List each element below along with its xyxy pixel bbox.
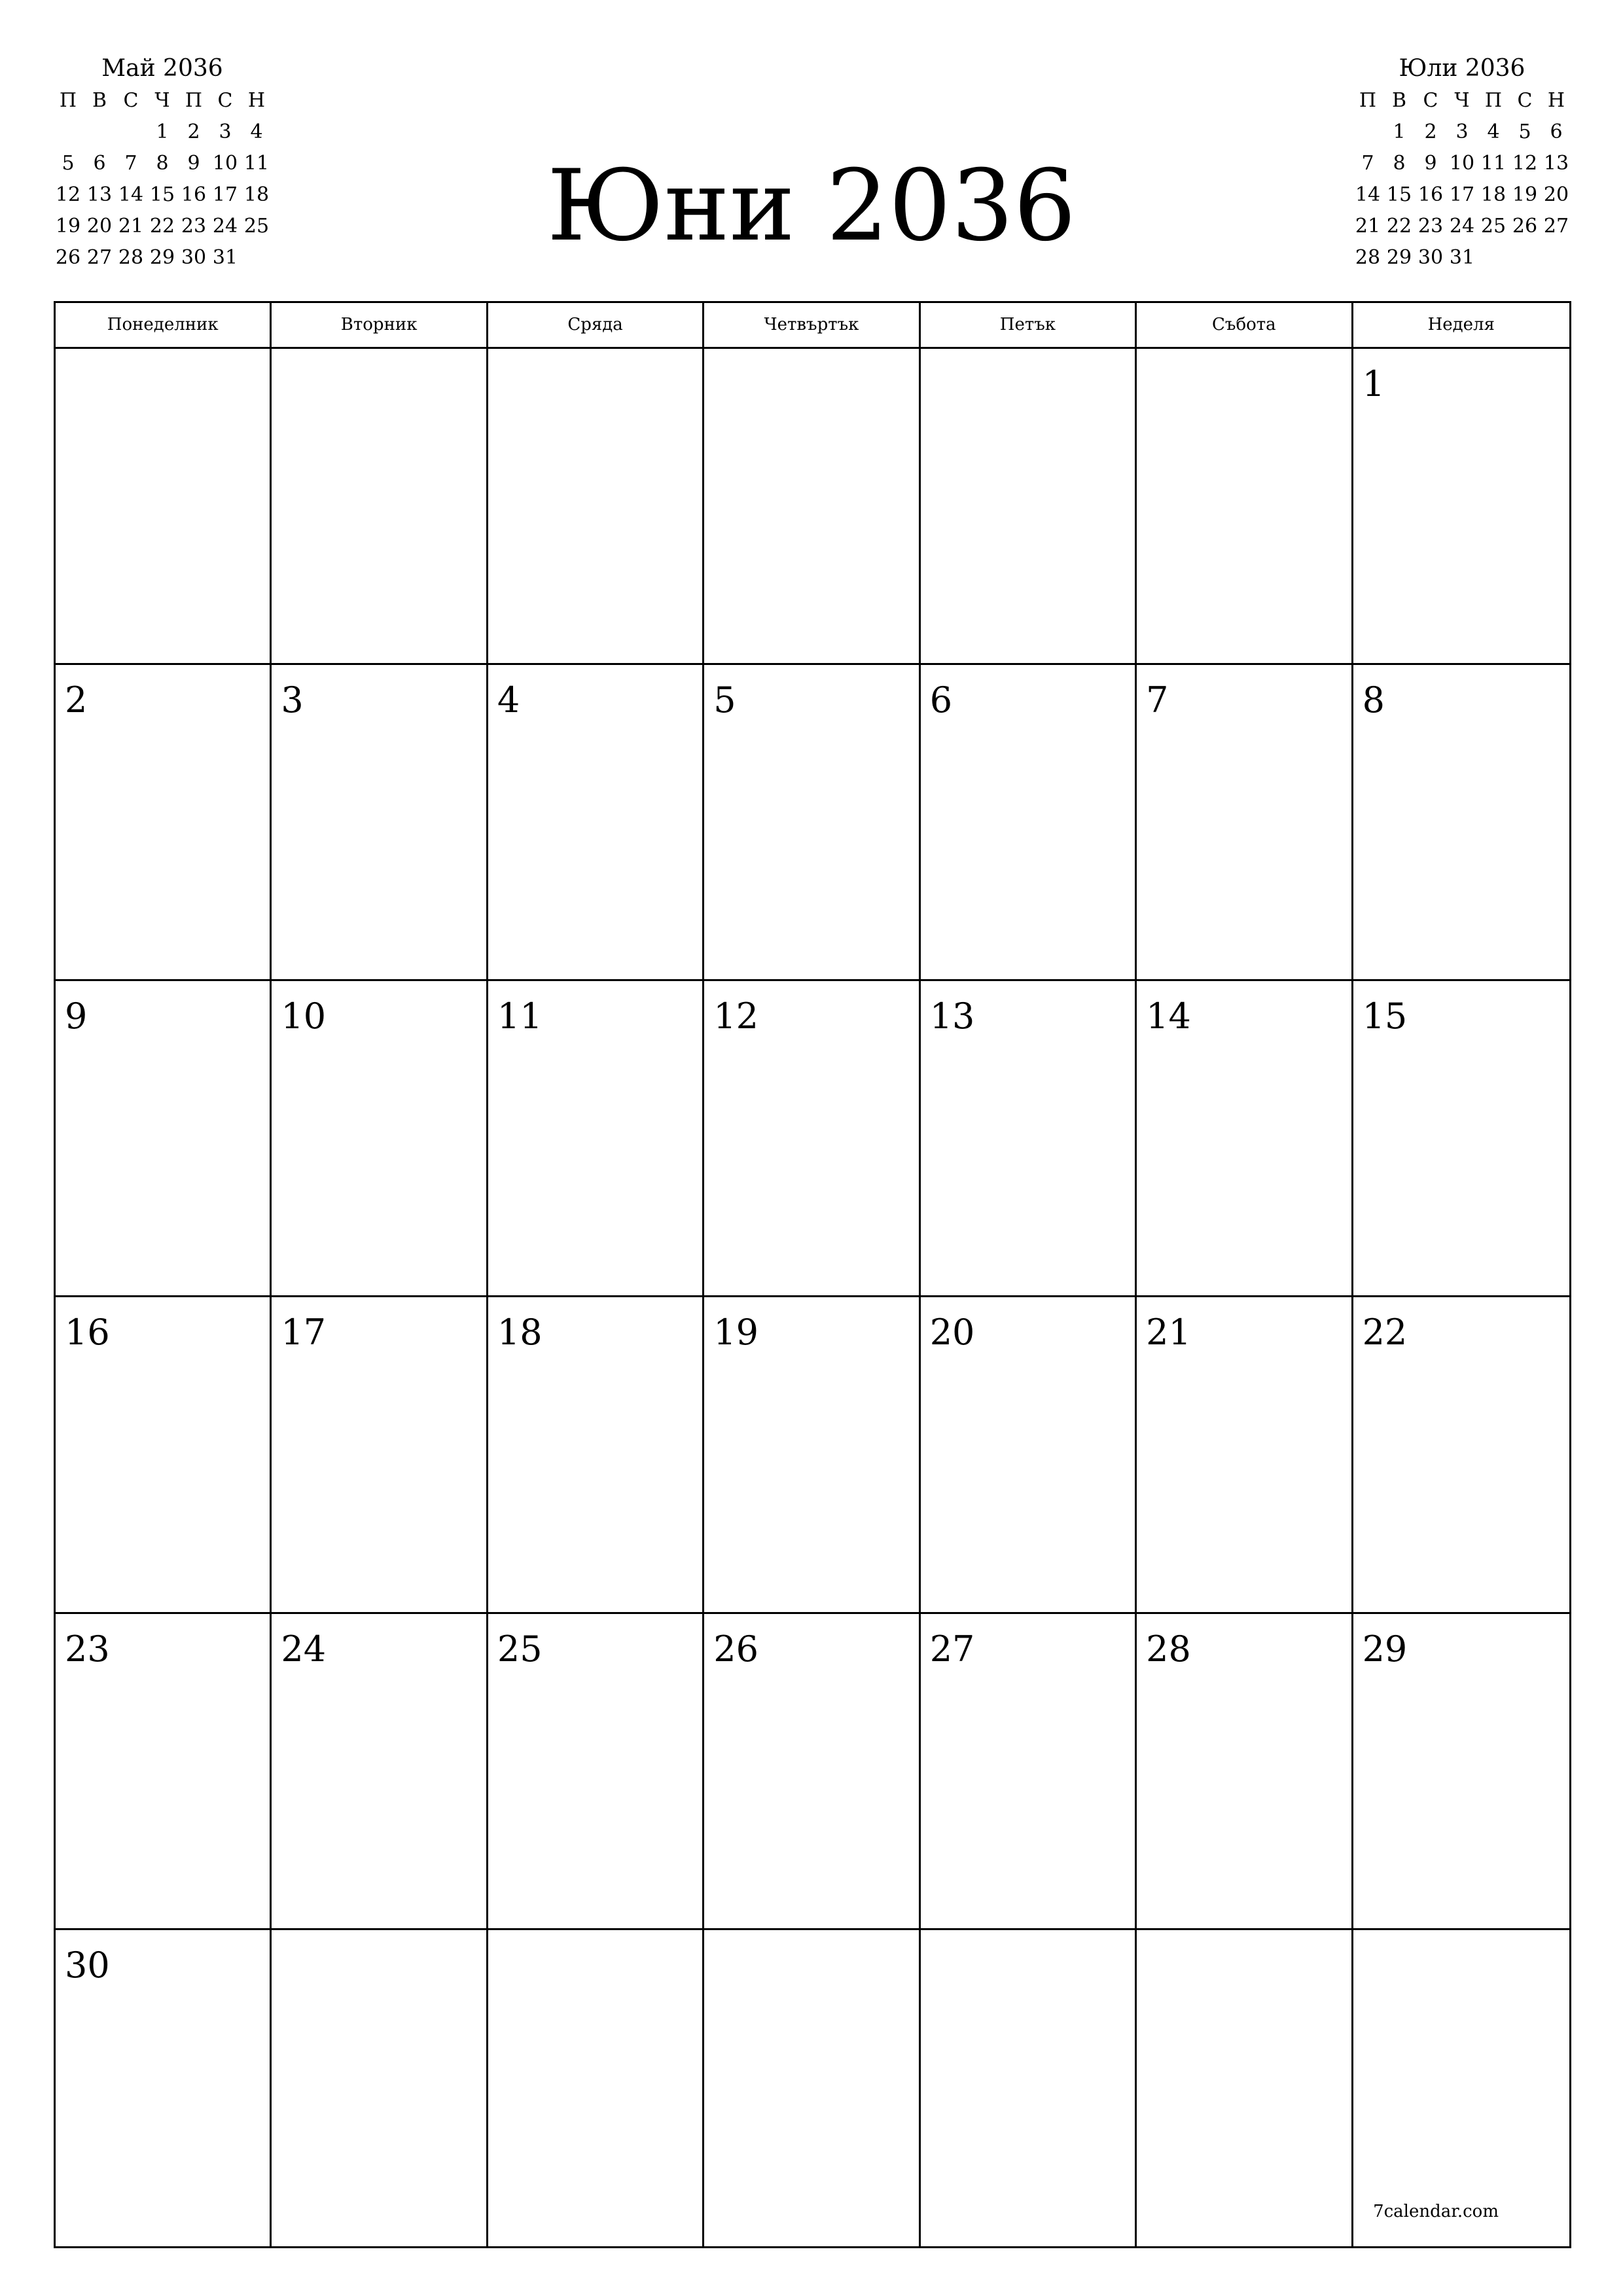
- day-number: 1: [1362, 363, 1385, 404]
- day-cell: [1137, 981, 1353, 1297]
- mini-day: 18: [1480, 183, 1507, 206]
- mini-day: 4: [250, 120, 263, 143]
- day-cell: [272, 1297, 488, 1613]
- day-number: 22: [1362, 1312, 1408, 1354]
- mini-day: 13: [86, 183, 113, 206]
- day-cell: [1137, 1297, 1353, 1613]
- day-cell: [488, 349, 704, 665]
- day-cell: [488, 981, 704, 1297]
- day-cell: [921, 1614, 1137, 1930]
- mini-weekday-label: Ч: [154, 89, 170, 112]
- day-number: 29: [1362, 1628, 1408, 1670]
- mini-day: 11: [1480, 152, 1507, 175]
- mini-day: 2: [187, 120, 200, 143]
- day-cell: [921, 665, 1137, 981]
- day-cell: [1137, 1930, 1353, 2246]
- day-number: 2: [65, 679, 88, 721]
- day-cell: [56, 1297, 272, 1613]
- mini-day: 24: [212, 215, 238, 238]
- mini-day: 4: [1487, 120, 1500, 143]
- mini-day: 29: [1386, 246, 1412, 269]
- day-cell: [272, 1614, 488, 1930]
- mini-day: 31: [1449, 246, 1475, 269]
- mini-day: 5: [1518, 120, 1531, 143]
- day-cell: [1353, 1297, 1569, 1613]
- mini-day: 20: [86, 215, 113, 238]
- day-cell: [921, 981, 1137, 1297]
- day-cell: [488, 1297, 704, 1613]
- mini-day: 13: [1543, 152, 1569, 175]
- mini-day: 17: [212, 183, 238, 206]
- mini-calendar-title: Май 2036: [101, 55, 223, 82]
- day-number: 8: [1362, 679, 1385, 721]
- weekday-header: Петък: [921, 303, 1137, 349]
- mini-day: 9: [187, 152, 200, 175]
- day-number: 11: [497, 996, 543, 1037]
- day-cell: [1137, 349, 1353, 665]
- mini-day: 29: [149, 246, 175, 269]
- mini-day: 6: [1550, 120, 1563, 143]
- mini-day: 31: [212, 246, 238, 269]
- mini-day: 3: [1455, 120, 1469, 143]
- mini-weekday-label: С: [123, 89, 139, 112]
- mini-day: 10: [1449, 152, 1475, 175]
- day-number: 27: [929, 1628, 975, 1670]
- mini-day: 30: [181, 246, 207, 269]
- day-cell: [488, 665, 704, 981]
- day-number: 19: [713, 1312, 758, 1354]
- mini-day: 5: [62, 152, 75, 175]
- mini-day: 2: [1424, 120, 1437, 143]
- day-cell: [56, 1930, 272, 2246]
- mini-day: 26: [1512, 215, 1538, 238]
- weekday-header: Вторник: [272, 303, 488, 349]
- day-number: 9: [65, 996, 88, 1037]
- mini-day: 10: [212, 152, 238, 175]
- day-number: 17: [281, 1312, 327, 1354]
- day-number: 7: [1146, 679, 1169, 721]
- day-number: 24: [281, 1628, 327, 1670]
- mini-weekday-label: В: [1391, 89, 1407, 112]
- day-cell: [1353, 1614, 1569, 1930]
- month-grid: [54, 301, 1571, 2248]
- mini-weekday-label: С: [217, 89, 233, 112]
- mini-weekday-label: П: [59, 89, 77, 112]
- day-cell: [704, 1930, 920, 2246]
- mini-day: 30: [1418, 246, 1444, 269]
- day-cell: [488, 1930, 704, 2246]
- mini-day: 19: [55, 215, 81, 238]
- mini-day: 26: [55, 246, 81, 269]
- mini-day: 25: [1480, 215, 1507, 238]
- day-number: 21: [1146, 1312, 1191, 1354]
- mini-day: 15: [1386, 183, 1412, 206]
- day-number: 20: [929, 1312, 975, 1354]
- day-number: 12: [713, 996, 758, 1037]
- day-cell: [704, 1614, 920, 1930]
- day-cell: [921, 349, 1137, 665]
- day-number: 4: [497, 679, 520, 721]
- day-number: 15: [1362, 996, 1408, 1037]
- mini-day: 21: [118, 215, 144, 238]
- mini-day: 1: [1393, 120, 1406, 143]
- day-cell: [1137, 1614, 1353, 1930]
- day-cell: [272, 1930, 488, 2246]
- day-number: 28: [1146, 1628, 1191, 1670]
- mini-day: 7: [124, 152, 137, 175]
- day-number: 16: [65, 1312, 110, 1354]
- mini-day: [1478, 242, 1509, 274]
- day-cell: [56, 1614, 272, 1930]
- day-cell: [56, 349, 272, 665]
- mini-day: 3: [219, 120, 232, 143]
- day-cell: [272, 349, 488, 665]
- mini-day: 1: [156, 120, 169, 143]
- mini-day: 7: [1361, 152, 1374, 175]
- day-number: 26: [713, 1628, 758, 1670]
- mini-day: 25: [243, 215, 270, 238]
- mini-day: 19: [1512, 183, 1538, 206]
- mini-day: 14: [1355, 183, 1381, 206]
- mini-day: 28: [118, 246, 144, 269]
- day-cell: [1353, 349, 1569, 665]
- day-number: 3: [281, 679, 304, 721]
- day-cell: [1353, 1930, 1569, 2246]
- mini-day: [1352, 117, 1383, 148]
- mini-calendar-title: Юли 2036: [1399, 55, 1525, 82]
- page-title: Юни 2036: [546, 149, 1077, 263]
- mini-day: 9: [1424, 152, 1437, 175]
- day-cell: [704, 349, 920, 665]
- mini-day: 21: [1355, 215, 1381, 238]
- mini-weekday-label: Н: [247, 89, 266, 112]
- day-cell: [704, 1297, 920, 1613]
- mini-day: 27: [86, 246, 113, 269]
- mini-calendar-grid: [1352, 85, 1572, 274]
- mini-day: 22: [149, 215, 175, 238]
- mini-weekday-label: В: [92, 89, 107, 112]
- day-cell: [921, 1930, 1137, 2246]
- mini-day: 24: [1449, 215, 1475, 238]
- mini-day: 12: [1512, 152, 1538, 175]
- day-number: 30: [65, 1944, 110, 1986]
- day-cell: [56, 665, 272, 981]
- day-cell: [704, 981, 920, 1297]
- weekday-header: Сряда: [488, 303, 704, 349]
- day-cell: [272, 665, 488, 981]
- mini-weekday-label: С: [1517, 89, 1533, 112]
- mini-day: 6: [93, 152, 106, 175]
- mini-day: 14: [118, 183, 144, 206]
- day-cell: [1137, 665, 1353, 981]
- weekday-header: Четвъртък: [704, 303, 920, 349]
- mini-day: 18: [243, 183, 270, 206]
- mini-weekday-label: П: [185, 89, 203, 112]
- mini-weekday-label: П: [1484, 89, 1503, 112]
- day-cell: [488, 1614, 704, 1930]
- mini-day: [1541, 242, 1572, 274]
- mini-day: 16: [181, 183, 207, 206]
- mini-weekday-label: Ч: [1454, 89, 1470, 112]
- day-cell: [1353, 981, 1569, 1297]
- day-number: 5: [713, 679, 736, 721]
- mini-day: 11: [243, 152, 270, 175]
- weekday-header: Неделя: [1353, 303, 1569, 349]
- day-number: 10: [281, 996, 327, 1037]
- mini-day: [1509, 242, 1541, 274]
- watermark: 7calendar.com: [1373, 2201, 1499, 2221]
- day-number: 13: [929, 996, 975, 1037]
- day-cell: [56, 981, 272, 1297]
- mini-day: 27: [1543, 215, 1569, 238]
- mini-calendar-next-month: [1352, 52, 1572, 274]
- mini-weekday-label: С: [1423, 89, 1438, 112]
- day-cell: [1353, 665, 1569, 981]
- mini-day: 12: [55, 183, 81, 206]
- mini-day: 17: [1449, 183, 1475, 206]
- mini-day: 8: [1393, 152, 1406, 175]
- day-cell: [272, 981, 488, 1297]
- day-cell: [921, 1297, 1137, 1613]
- mini-weekday-label: П: [1359, 89, 1377, 112]
- mini-day: 16: [1418, 183, 1444, 206]
- mini-day: 8: [156, 152, 169, 175]
- mini-weekday-label: Н: [1547, 89, 1565, 112]
- mini-day: 23: [1418, 215, 1444, 238]
- weekday-header: Събота: [1137, 303, 1353, 349]
- weekday-header: Понеделник: [56, 303, 272, 349]
- day-number: 6: [929, 679, 953, 721]
- mini-day: 15: [149, 183, 175, 206]
- day-number: 14: [1146, 996, 1191, 1037]
- day-number: 25: [497, 1628, 543, 1670]
- mini-day: 20: [1543, 183, 1569, 206]
- day-cell: [704, 665, 920, 981]
- mini-day: 22: [1386, 215, 1412, 238]
- mini-day: 23: [181, 215, 207, 238]
- mini-day: 28: [1355, 246, 1381, 269]
- day-number: 18: [497, 1312, 543, 1354]
- day-number: 23: [65, 1628, 110, 1670]
